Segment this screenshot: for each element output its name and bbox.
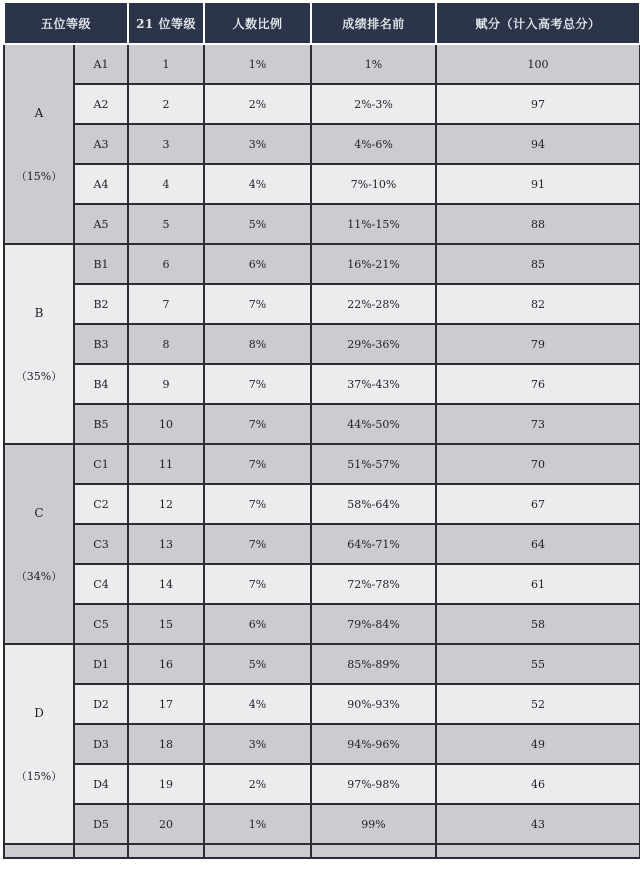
cell-grade: C5 [74,604,128,644]
cell-rank: 2%-3% [311,84,436,124]
header-score: 赋分（计入高考总分） [436,3,640,44]
cell-ratio: 7% [204,284,311,324]
cell-grade: A2 [74,84,128,124]
table-row [4,444,640,484]
cell-level: 18 [128,724,204,764]
cell-score: 79 [436,324,640,364]
cell-rank: 90%-93% [311,684,436,724]
group-percent: （15%） [15,769,63,783]
cell-ratio: 6% [204,604,311,644]
cell-ratio: 5% [204,644,311,684]
group-letter: B [34,305,44,320]
table-row [4,764,640,804]
cell-score: 100 [436,44,640,84]
cell-level: 2 [128,84,204,124]
header-ratio: 人数比例 [204,3,311,44]
table-row [4,484,640,524]
table-body [4,44,640,858]
cell-score: 52 [436,684,640,724]
table-row [4,644,640,684]
cell-rank: 4%-6% [311,124,436,164]
cell-score: 49 [436,724,640,764]
cell-score: 70 [436,444,640,484]
cell-ratio: 2% [204,84,311,124]
table-row [4,164,640,204]
cell-level: 19 [128,764,204,804]
group-percent: （15%） [15,169,63,183]
cutoff-cell [436,844,640,858]
cell-grade: A1 [74,44,128,84]
cell-ratio: 7% [204,364,311,404]
header-five-level: 五位等级 [4,3,128,44]
cell-score: 94 [436,124,640,164]
cell-ratio: 3% [204,124,311,164]
cell-score: 91 [436,164,640,204]
table-row [4,284,640,324]
cell-grade: D1 [74,644,128,684]
cell-score: 55 [436,644,640,684]
cell-ratio: 5% [204,204,311,244]
cell-level: 5 [128,204,204,244]
cell-ratio: 8% [204,324,311,364]
cell-rank: 22%-28% [311,284,436,324]
cell-grade: B4 [74,364,128,404]
cell-ratio: 1% [204,804,311,844]
cell-level: 8 [128,324,204,364]
table-row [4,684,640,724]
cell-level: 4 [128,164,204,204]
group-cell-a [4,44,74,244]
cell-rank: 11%-15% [311,204,436,244]
cell-grade: B1 [74,244,128,284]
cell-grade: B5 [74,404,128,444]
cell-grade: A5 [74,204,128,244]
cell-level: 16 [128,644,204,684]
cell-level: 11 [128,444,204,484]
cell-score: 76 [436,364,640,404]
group-letter: A [34,105,44,120]
table-row-cutoff [4,844,640,858]
group-cell-b [4,244,74,444]
cell-ratio: 7% [204,444,311,484]
cell-score: 82 [436,284,640,324]
cell-level: 20 [128,804,204,844]
cutoff-cell [128,844,204,858]
cell-grade: C3 [74,524,128,564]
cell-rank: 97%-98% [311,764,436,804]
table-header [4,3,640,44]
cell-grade: C2 [74,484,128,524]
cell-level: 15 [128,604,204,644]
cell-grade: D5 [74,804,128,844]
cutoff-cell [311,844,436,858]
table-row [4,604,640,644]
cell-rank: 58%-64% [311,484,436,524]
cell-score: 61 [436,564,640,604]
cell-level: 9 [128,364,204,404]
cell-score: 46 [436,764,640,804]
cell-rank: 64%-71% [311,524,436,564]
cell-rank: 94%-96% [311,724,436,764]
cell-ratio: 6% [204,244,311,284]
cell-rank: 1% [311,44,436,84]
cell-ratio: 7% [204,564,311,604]
cell-score: 85 [436,244,640,284]
grade-conversion-table [3,3,640,859]
cell-level: 14 [128,564,204,604]
group-cell-c [4,444,74,644]
cell-score: 97 [436,84,640,124]
cell-score: 58 [436,604,640,644]
header-rank: 成绩排名前 [311,3,436,44]
table-row [4,124,640,164]
cutoff-cell [4,844,74,858]
table-row [4,524,640,564]
table-row [4,564,640,604]
table-row [4,364,640,404]
cell-level: 7 [128,284,204,324]
group-cell-d [4,644,74,844]
cell-ratio: 4% [204,684,311,724]
cell-level: 6 [128,244,204,284]
cutoff-cell [204,844,311,858]
cell-score: 64 [436,524,640,564]
cell-level: 3 [128,124,204,164]
cell-rank: 37%-43% [311,364,436,404]
table-row [4,204,640,244]
cell-ratio: 4% [204,164,311,204]
cell-score: 88 [436,204,640,244]
cell-ratio: 2% [204,764,311,804]
table-row [4,44,640,84]
cell-ratio: 7% [204,404,311,444]
cell-ratio: 7% [204,524,311,564]
cell-grade: B3 [74,324,128,364]
cell-grade: D3 [74,724,128,764]
table-row [4,84,640,124]
cell-grade: B2 [74,284,128,324]
cell-rank: 44%-50% [311,404,436,444]
cell-level: 12 [128,484,204,524]
cell-score: 67 [436,484,640,524]
cell-score: 43 [436,804,640,844]
cell-ratio: 1% [204,44,311,84]
cutoff-cell [74,844,128,858]
cell-ratio: 7% [204,484,311,524]
cell-level: 10 [128,404,204,444]
table-row [4,724,640,764]
cell-rank: 79%-84% [311,604,436,644]
cell-grade: A4 [74,164,128,204]
group-letter: D [34,705,44,720]
cell-grade: D2 [74,684,128,724]
table-row [4,404,640,444]
cell-grade: C1 [74,444,128,484]
cell-grade: D4 [74,764,128,804]
table-row [4,804,640,844]
header-21-level: 21 位等级 [128,3,204,44]
cell-rank: 51%-57% [311,444,436,484]
group-percent: （34%） [15,569,63,583]
group-percent: （35%） [15,369,63,383]
cell-grade: A3 [74,124,128,164]
cell-rank: 85%-89% [311,644,436,684]
cell-rank: 16%-21% [311,244,436,284]
cell-rank: 7%-10% [311,164,436,204]
group-letter: C [34,505,44,520]
table-row [4,324,640,364]
cell-rank: 29%-36% [311,324,436,364]
cell-grade: C4 [74,564,128,604]
cell-rank: 72%-78% [311,564,436,604]
table-row [4,244,640,284]
cell-score: 73 [436,404,640,444]
cell-level: 17 [128,684,204,724]
cell-level: 13 [128,524,204,564]
cell-rank: 99% [311,804,436,844]
cell-level: 1 [128,44,204,84]
cell-ratio: 3% [204,724,311,764]
